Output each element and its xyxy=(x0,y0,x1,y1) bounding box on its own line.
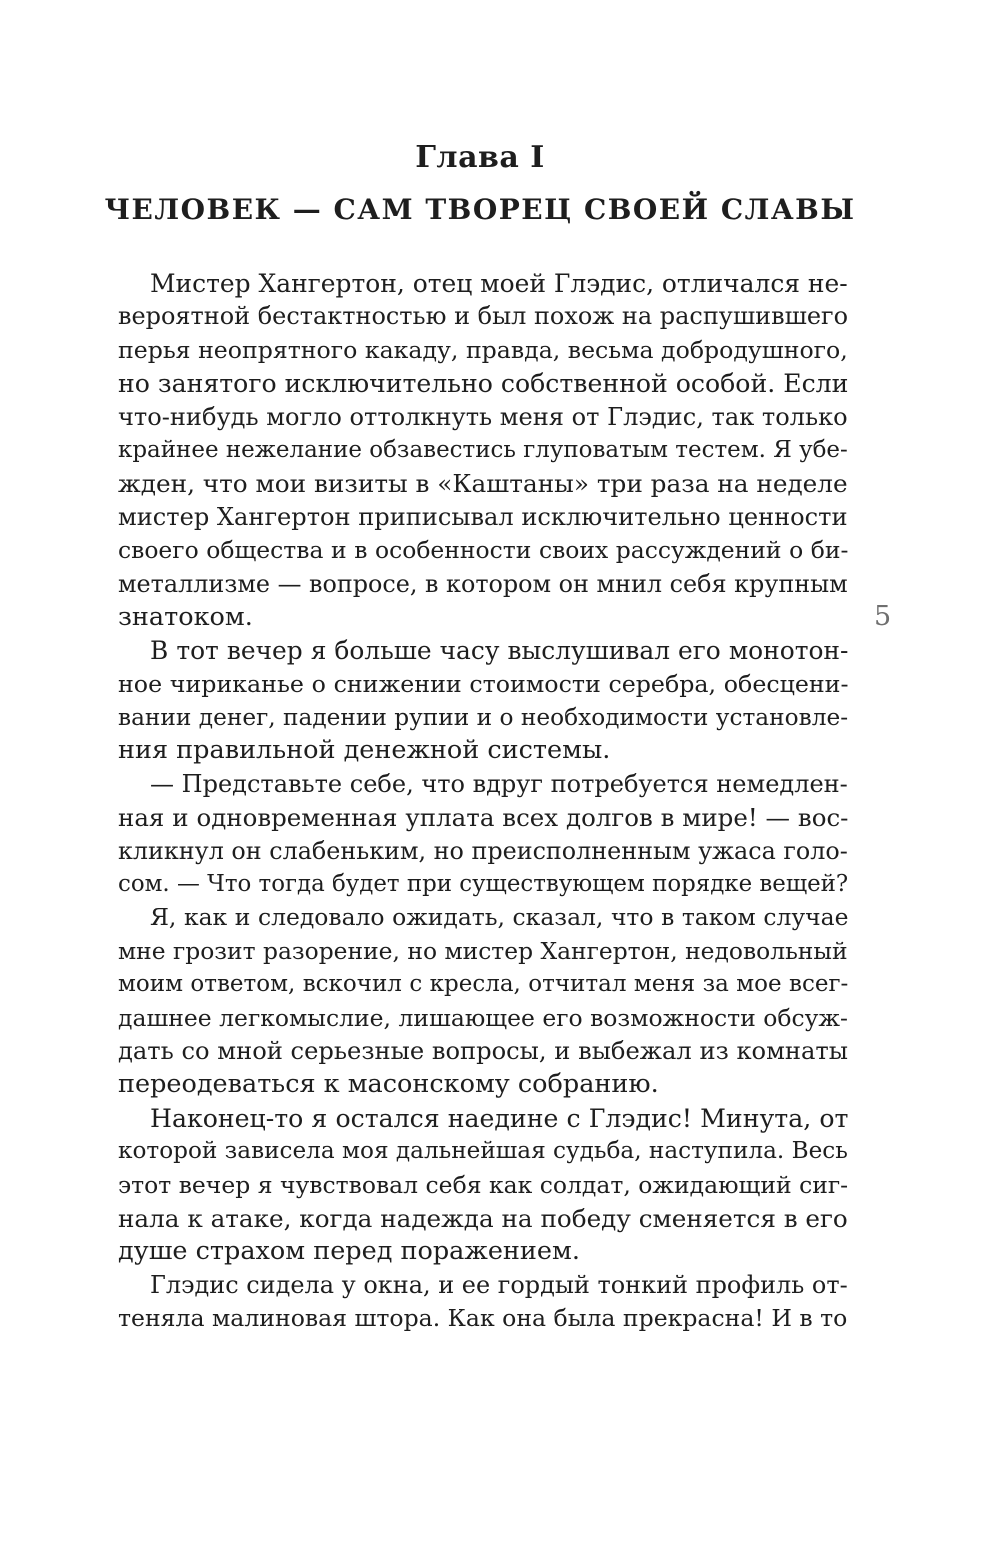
text-line: теняла малиновая штора. Как она была прекрасна! И в то xyxy=(118,1304,848,1333)
text-line: ная и одновременная уплата всех долгов в мире! — вос- xyxy=(118,803,849,833)
text-line: — Представьте себе, что вдруг потребуется немедлен- xyxy=(150,769,848,798)
text-line: мистер Хангертон приписывал исключительно ценности xyxy=(118,502,848,531)
text-line: вании денег, падении рупии и о необходимости установле- xyxy=(118,704,849,732)
text-line: Я, как и следовало ожидать, сказал, что в таком случае xyxy=(150,903,849,932)
text-line: но занятого исключительно собственной особой. Если xyxy=(118,369,849,399)
text-line: перья неопрятного какаду, правда, весьма добродушного, xyxy=(118,335,848,364)
text-line: вероятной бестактностью и был похож на распушившего xyxy=(118,302,849,331)
text-line: крайнее нежелание обзавестись глуповатым тестем. Я убе- xyxy=(118,436,848,463)
text-line: переодеваться к масонскому собранию. xyxy=(118,1069,659,1100)
text-line: Наконец-то я остался наедине с Глэдис! Минута, от xyxy=(150,1103,849,1133)
text-line: дашнее легкомыслие, лишающее его возможности обсуж- xyxy=(118,1003,848,1032)
text-line: моим ответом, вскочил с кресла, отчитал меня за мое всег- xyxy=(118,971,849,998)
text-line: дать со мной серьезные вопросы, и выбежал из комнаты xyxy=(118,1036,849,1065)
text-line: душе страхом перед поражением. xyxy=(118,1236,580,1267)
text-line: этот вечер я чувствовал себя как солдат, ожидающий сиг- xyxy=(118,1170,849,1199)
chapter-label: Глава I xyxy=(415,140,545,175)
chapter-title: ЧЕЛОВЕК — САМ ТВОРЕЦ СВОЕЙ СЛАВЫ xyxy=(104,193,856,226)
text-line: Глэдис сидела у окна, и ее гордый тонкий профиль от- xyxy=(150,1270,848,1299)
text-line: своего общества и в особенности своих рассуждений о би- xyxy=(118,536,849,565)
text-line: кликнул он слабеньким, но преисполненным ужаса голо- xyxy=(118,836,848,865)
text-line: Мистер Хангертон, отец моей Глэдис, отличался не- xyxy=(150,269,848,298)
text-line: ное чириканье о снижении стоимости серебра, обесцени- xyxy=(118,669,849,698)
body-text xyxy=(118,267,848,1336)
text-line: что-нибудь могло оттолкнуть меня от Глэдис, так только xyxy=(118,402,848,431)
text-line: знатоком. xyxy=(118,601,253,632)
text-line: мне грозит разорение, но мистер Хангертон, недовольный xyxy=(118,936,848,965)
text-line: нала к атаке, когда надежда на победу сменяется в его xyxy=(118,1203,848,1233)
text-line: металлизме — вопросе, в котором он мнил себя крупным xyxy=(118,569,848,598)
text-line: жден, что мои визиты в «Каштаны» три раза на неделе xyxy=(118,469,848,499)
text-line: сом. — Что тогда будет при существующем порядке вещей? xyxy=(118,871,849,898)
text-line: В тот вечер я больше часу выслушивал его монотон- xyxy=(150,636,849,666)
page-number: 5 xyxy=(874,601,892,632)
text-line: которой зависела моя дальнейшая судьба, наступила. Весь xyxy=(118,1138,848,1165)
text-line: ния правильной денежной системы. xyxy=(118,735,611,766)
